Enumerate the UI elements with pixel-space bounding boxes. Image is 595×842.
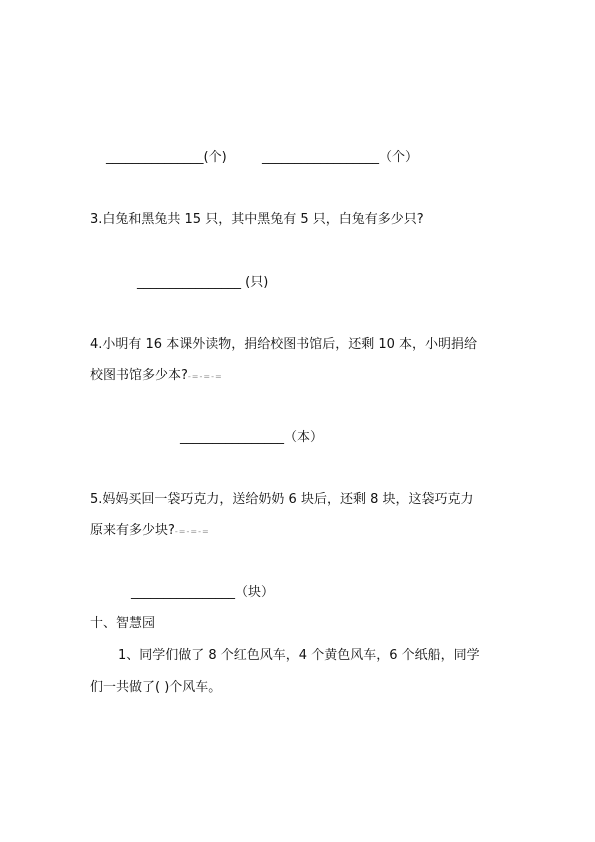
question-4-text-line-1: 4.小明有 16 本课外读物，捐给校图书馆后，还剩 10 本，小明捐给: [90, 337, 478, 352]
question-3-answer-blank: ________________ (只): [137, 275, 269, 290]
section-10-question-1-line-2: 们一共做了( )个风车。: [90, 680, 222, 695]
answer-blank-right: __________________（个）: [262, 150, 419, 165]
answer-blank-left: _______________(个): [106, 150, 227, 165]
question-3-text: 3.白兔和黑兔共 15 只，其中黑兔有 5 只，白兔有多少只?: [90, 212, 424, 227]
question-5-text-line-2: [90, 522, 210, 541]
question-4-noise-marks: -=-=-=: [187, 372, 223, 381]
question-4-text-line-2-main: 校图书馆多少本?: [90, 368, 188, 383]
question-5-text-line-2-main: 原来有多少块?: [90, 523, 175, 538]
section-10-heading: 十、智慧园: [90, 616, 156, 631]
section-10-question-1-line-1: 1、同学们做了 8 个红色风车，4 个黄色风车，6 个纸船，同学: [118, 648, 480, 663]
question-4-text-line-2: [90, 367, 223, 386]
question-5-noise-marks: -=-=-=: [174, 527, 210, 536]
question-5-text-line-1: 5.妈妈买回一袋巧克力，送给奶奶 6 块后，还剩 8 块，这袋巧克力: [90, 492, 474, 507]
question-4-answer-blank: ________________（本）: [180, 430, 324, 445]
question-5-answer-blank: ________________（块）: [131, 585, 275, 600]
